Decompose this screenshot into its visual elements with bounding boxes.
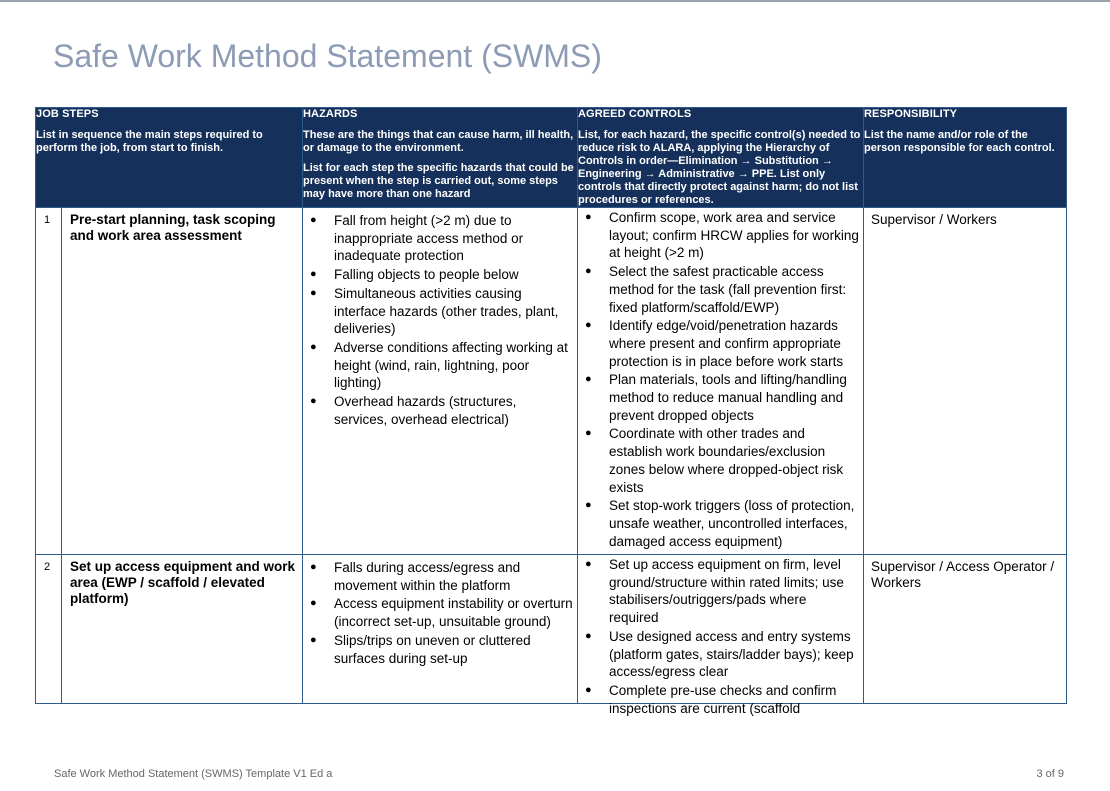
control-item: [578, 497, 859, 550]
bullet-icon: ●: [585, 558, 592, 570]
control-text: Use designed access and entry systems (platform gates, stairs/ladder bays); keep access/egress clear: [609, 628, 854, 680]
header-title: HAZARDS: [303, 108, 358, 120]
header-hazards: [303, 108, 578, 208]
control-item: [578, 425, 859, 496]
hazard-item: [303, 285, 573, 338]
hazard-text: Simultaneous activities causing interface hazards (other trades, plant, deliveries): [334, 285, 559, 337]
control-text: Plan materials, tools and lifting/handling method to reduce manual handling and prevent dropped objects: [609, 372, 847, 423]
page-title: Safe Work Method Statement (SWMS): [53, 38, 602, 74]
hazard-item: [303, 212, 573, 265]
header-agreed-controls: [578, 108, 864, 208]
control-item: [578, 263, 859, 316]
control-text: Complete pre-use checks and confirm inspections are current (scaffold: [609, 682, 837, 716]
top-rule: [0, 0, 1110, 2]
header-title: JOB STEPS: [36, 108, 99, 120]
hazard-text: Fall from height (>2 m) due to inappropriate access method or inadequate protection: [334, 213, 524, 264]
hazard-item: [303, 595, 573, 630]
bullet-icon: ●: [585, 427, 592, 440]
bullet-icon: ●: [585, 265, 592, 278]
hazard-text: Falling objects to people below: [334, 267, 519, 283]
control-list: [578, 208, 863, 550]
hazard-item: [303, 559, 573, 594]
hazards-cell: [303, 555, 578, 704]
bullet-icon: ●: [310, 633, 317, 646]
header-description: These are the things that can cause harm, ill health, or damage to the environment.: [303, 129, 574, 154]
hazard-item: [303, 632, 573, 667]
job-step: Set up access equipment and work area (EWP / scaffold / elevated platform): [62, 555, 303, 704]
header-responsibility: [864, 108, 1067, 208]
control-text: Confirm scope, work area and service layout; confirm HRCW applies for working at height (>2 m): [609, 210, 859, 261]
control-item: [578, 556, 859, 627]
header-description: List in sequence the main steps required to perform the job, from start to finish.: [36, 129, 263, 154]
hazard-list: [303, 208, 577, 428]
control-list: [578, 555, 863, 717]
bullet-icon: ●: [310, 395, 317, 408]
controls-cell: [578, 208, 864, 555]
hazard-item: [303, 266, 573, 284]
bullet-icon: ●: [585, 499, 592, 512]
hazard-text: Overhead hazards (structures, services, overhead electrical): [334, 394, 517, 427]
control-text: Coordinate with other trades and establish work boundaries/exclusion zones below where dropped-object risk exists: [609, 426, 844, 495]
bullet-icon: ●: [310, 286, 317, 299]
control-text: Select the safest practicable access method for the task (fall prevention first: fixed platform/scaffold/EWP): [609, 264, 847, 315]
bullet-icon: ●: [310, 597, 317, 610]
table-row: [36, 555, 1067, 704]
bullet-icon: ●: [585, 373, 592, 386]
responsibility-cell: Supervisor / Access Operator / Workers: [864, 555, 1067, 704]
hazard-text: Falls during access/egress and movement within the platform: [334, 560, 521, 593]
bullet-icon: ●: [310, 340, 317, 353]
header-description: List the name and/or role of the person responsible for each control.: [864, 129, 1055, 154]
step-number: 2: [36, 555, 62, 704]
footer-document-name: Safe Work Method Statement (SWMS) Template V1 Ed a: [54, 768, 333, 780]
header-title: RESPONSIBILITY: [864, 108, 958, 120]
bullet-icon: ●: [585, 629, 592, 642]
bullet-icon: ●: [310, 561, 317, 573]
table-header-row: [36, 108, 1067, 208]
page-number: 3 of 9: [1036, 768, 1064, 780]
control-text: Set up access equipment on firm, level ground/structure within rated limits; use stabilisers/outriggers/pads where required: [609, 557, 844, 626]
control-item: [578, 682, 859, 717]
control-item: [578, 628, 859, 681]
step-number: 1: [36, 208, 62, 555]
hazards-cell: [303, 208, 578, 555]
control-item: [578, 317, 859, 370]
responsibility-cell: Supervisor / Workers: [864, 208, 1067, 555]
controls-cell: [578, 555, 864, 716]
control-text: Set stop-work triggers (loss of protection, unsafe weather, uncontrolled interfaces, damaged access equipment): [609, 498, 855, 549]
hazard-item: [303, 393, 573, 428]
control-item: [578, 371, 859, 424]
bullet-icon: ●: [310, 268, 317, 281]
swms-table: [35, 107, 1067, 716]
header-job-steps: [36, 108, 303, 208]
job-step: Pre-start planning, task scoping and work area assessment: [62, 208, 303, 555]
table-row: [36, 208, 1067, 555]
hazard-list: [303, 555, 577, 667]
header-title: AGREED CONTROLS: [578, 108, 692, 120]
header-description: List, for each hazard, the specific control(s) needed to reduce risk to ALARA, applying the Hierarchy of Controls in order—Elimination → Substitution → Engineering → Administrative → PPE. List only controls that directly protect against harm; do not list procedures or references.: [578, 129, 861, 206]
control-text: Identify edge/void/penetration hazards where present and confirm appropriate protection is in place before work starts: [609, 318, 844, 369]
header-description: List for each step the specific hazards that could be present when the step is carried out, some steps may have more than one hazard: [303, 162, 574, 200]
bullet-icon: ●: [585, 319, 592, 332]
hazard-item: [303, 339, 573, 392]
bullet-icon: ●: [310, 214, 317, 226]
hazard-text: Access equipment instability or overturn (incorrect set-up, unsuitable ground): [334, 596, 573, 630]
bullet-icon: ●: [585, 683, 592, 696]
bullet-icon: ●: [585, 211, 592, 223]
hazard-text: Slips/trips on uneven or cluttered surfaces during set-up: [334, 632, 531, 666]
control-item: [578, 209, 859, 262]
hazard-text: Adverse conditions affecting working at height (wind, rain, lightning, poor lighting): [334, 339, 568, 391]
